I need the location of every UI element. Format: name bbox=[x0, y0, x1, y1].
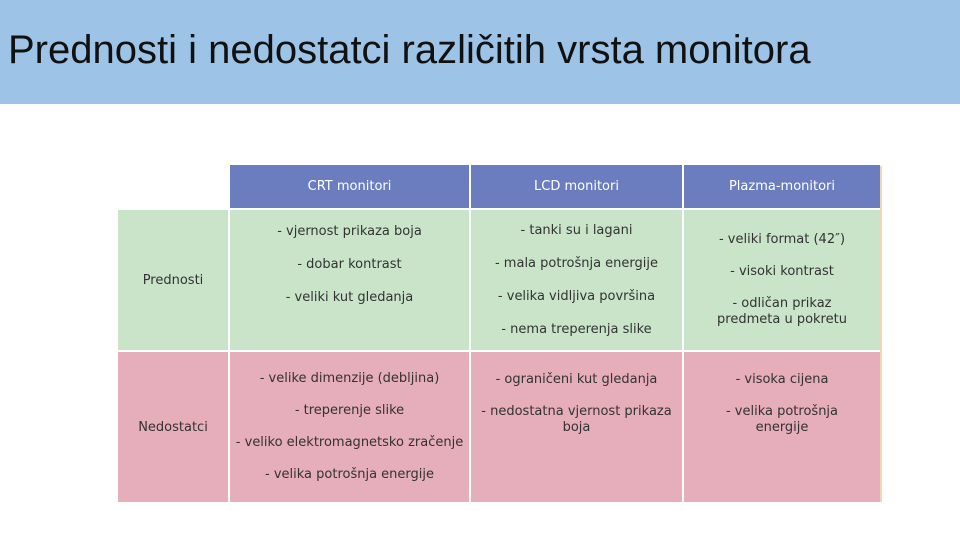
cell-lcd-prednosti bbox=[471, 210, 684, 352]
list-item: - visoka cijena bbox=[735, 372, 829, 387]
list-item: - vjernost prikaza boja bbox=[277, 224, 422, 239]
column-header-crt: CRT monitori bbox=[230, 165, 471, 210]
list-item: - veliki format (42″) bbox=[718, 232, 846, 247]
row-label-nedostatci bbox=[118, 352, 230, 502]
row-label-text: Prednosti bbox=[142, 272, 204, 288]
cell-crt-prednosti bbox=[230, 210, 471, 352]
row-label-text: Nedostatci bbox=[138, 419, 208, 435]
list-item: - odličan prikaz predmeta u pokretu bbox=[717, 296, 847, 327]
list-item: - nedostatna vjernost prikaza boja bbox=[481, 404, 672, 435]
list-item: - veliko elektromagnetsko zračenje bbox=[235, 435, 464, 450]
list-item: - velika vidljiva površina bbox=[497, 288, 656, 304]
cell-crt-nedostatci bbox=[230, 352, 471, 502]
comparison-table bbox=[118, 165, 881, 502]
column-header-lcd: LCD monitori bbox=[471, 165, 684, 210]
slide-title: Prednosti i nedostatci različitih vrsta monitora bbox=[8, 28, 811, 72]
cell-plasma-prednosti bbox=[684, 210, 880, 352]
list-item: - nema treperenja slike bbox=[501, 321, 652, 337]
list-item: - velika potrošnja energije bbox=[265, 467, 434, 482]
title-bar bbox=[0, 0, 960, 104]
list-item: - veliki kut gledanja bbox=[285, 290, 414, 305]
cell-plasma-nedostatci bbox=[684, 352, 880, 502]
list-item: - ograničeni kut gledanja bbox=[495, 372, 658, 387]
list-item: - velike dimenzije (debljina) bbox=[259, 371, 440, 386]
column-header-plasma: Plazma-monitori bbox=[684, 165, 880, 210]
list-item: - mala potrošnja energije bbox=[494, 255, 659, 271]
list-item: - dobar kontrast bbox=[297, 257, 402, 272]
list-item: - velika potrošnja energije bbox=[725, 404, 839, 435]
list-item: - visoki kontrast bbox=[730, 264, 834, 279]
cell-lcd-nedostatci bbox=[471, 352, 684, 502]
list-item: - tanki su i lagani bbox=[520, 222, 633, 238]
row-label-prednosti bbox=[118, 210, 230, 352]
list-item: - treperenje slike bbox=[294, 403, 405, 418]
